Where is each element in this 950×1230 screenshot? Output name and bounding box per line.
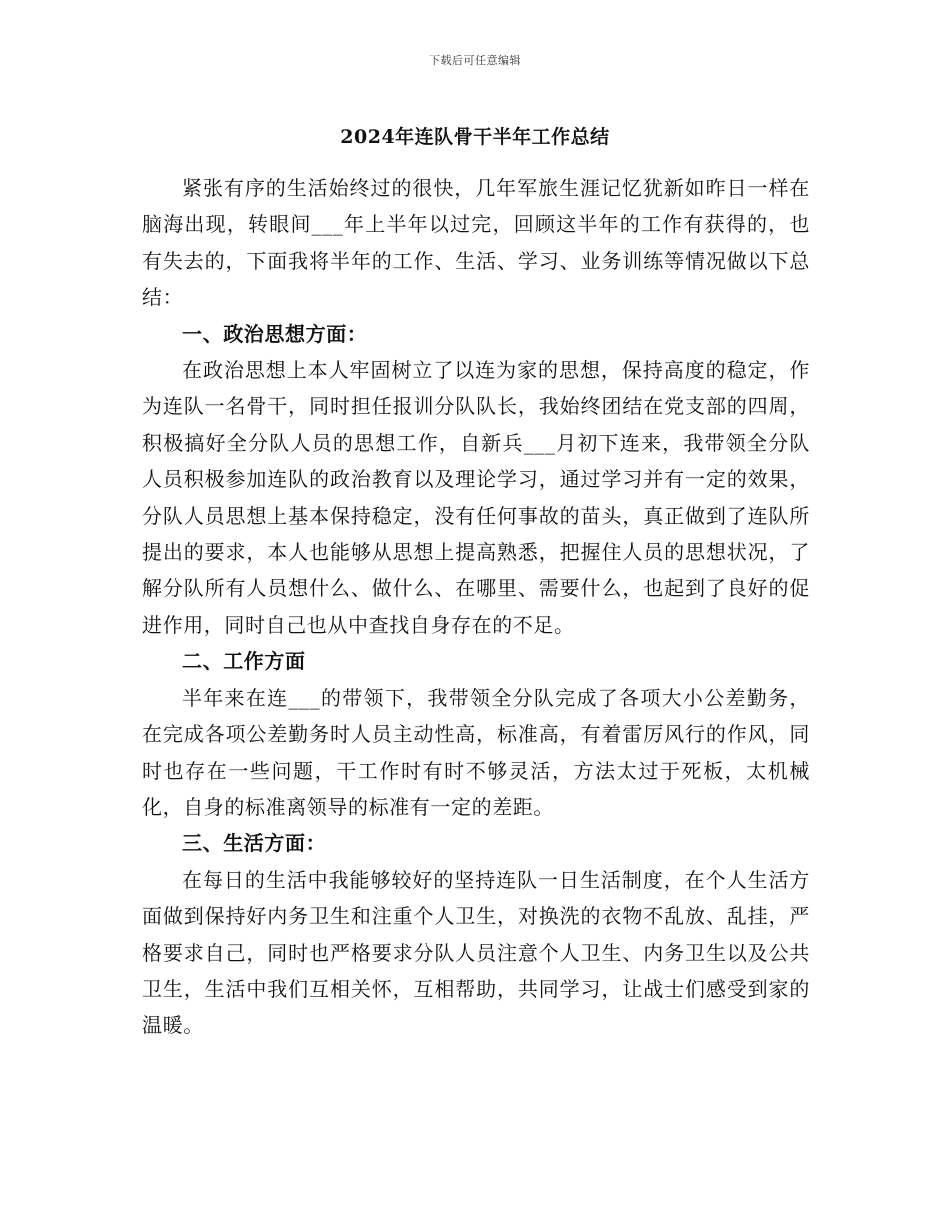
- section-heading-work: 二、工作方面: [182, 649, 306, 674]
- section-paragraph-political: 在政治思想上本人牢固树立了以连为家的思想，保持高度的稳定，作为连队一名骨干，同时担任报训分队队长，我始终团结在党支部的四周，积极搞好全分队人员的思想工作，自新兵___月初下连来，我带领全分队人员积极参加连队的政治教育以及理论学习，通过学习并有一定的效果，分队人员思想上基本保持稳定，没有任何事故的苗头，真正做到了连队所提出的要求，本人也能够从思想上提高熟悉，把握住人员的思想状况，了解分队所有人员想什么、做什么、在哪里、需要什么，也起到了良好的促进作用，同时自己也从中查找自身存在的不足。: [142, 358, 810, 637]
- document-title: 2024年连队骨干半年工作总结: [340, 126, 610, 148]
- section-paragraph-life: 在每日的生活中我能够较好的坚持连队一日生活制度，在个人生活方面做到保持好内务卫生和注重个人卫生，对换洗的衣物不乱放、乱挂，严格要求自己，同时也严格要求分队人员注意个人卫生、内务卫生以及公共卫生，生活中我们互相关怀，互相帮助，共同学习，让战士们感受到家的温暖。: [142, 867, 810, 1038]
- document-body: [142, 170, 810, 1044]
- header-note: 下载后可任意编辑: [429, 54, 521, 67]
- section-heading-life: 三、生活方面：: [182, 831, 327, 856]
- intro-paragraph: 紧张有序的生活始终过的很快，几年军旅生涯记忆犹新如昨日一样在脑海出现，转眼间___年上半年以过完，回顾这半年的工作有获得的，也有失去的，下面我将半年的工作、生活、学习、业务训练等情况做以下总结：: [142, 176, 810, 310]
- section-paragraph-work: 半年来在连___的带领下，我带领全分队完成了各项大小公差勤务，在完成各项公差勤务时人员主动性高，标准高，有着雷厉风行的作风，同时也存在一些问题，干工作时有时不够灵活，方法太过于死板，太机械化，自身的标准离领导的标准有一定的差距。: [142, 685, 810, 819]
- section-heading-political: 一、政治思想方面：: [182, 321, 368, 346]
